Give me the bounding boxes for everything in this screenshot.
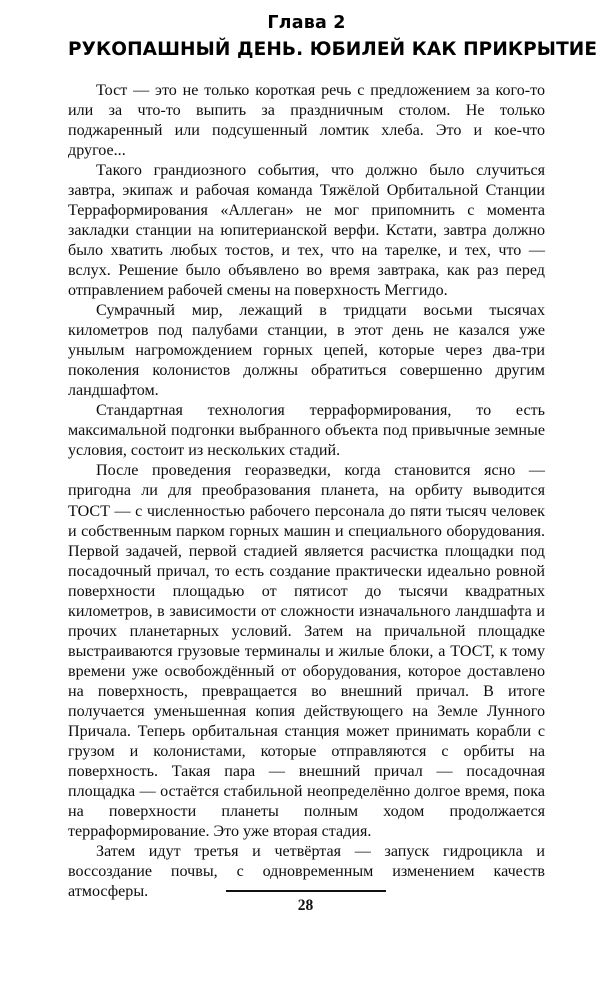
body-text [68, 81, 545, 903]
page-title: РУКОПАШНЫЙ ДЕНЬ. ЮБИЛЕЙ КАК ПРИКРЫТИЕ [68, 39, 598, 61]
page-content [68, 0, 598, 902]
page-number: 28 [297, 897, 314, 914]
paragraph: Тост — это не только короткая речь с предложением за кого-то или за что-то выпить за праздничным столом. Не только поджаренный или подсушенный ломтик хлеба. Это и кое-что другое... [68, 81, 545, 159]
footer-divider [226, 890, 386, 892]
page-footer [0, 890, 611, 914]
paragraph: Стандартная технология терраформирования, то есть максимальной подгонки выбранного объекта под привычные земные условия, состоит из нескольких стадий. [68, 402, 545, 460]
paragraph: Такого грандиозного события, что должно было случиться завтра, экипаж и рабочая команда Тяжёлой Орбитальной Станции Терраформирования «Аллеган» не мог припомнить с момента закладки станции на юпитерианской верфи. Кстати, завтра должно было хватить любых тостов, и тех, что на тарелке, и тех, что — вслух. Решение было объявлено во время завтрака, как раз перед отправлением рабочей смены на поверхность Меггидо. [68, 161, 545, 299]
paragraph: Затем идут третья и четвёртая — запуск гидроцикла и воссоздание почвы, с одновременным изменением качеств атмосферы. [68, 843, 545, 901]
chapter-label: Глава 2 [267, 13, 346, 33]
paragraph: Сумрачный мир, лежащий в тридцати восьми тысячах километров под палубами станции, в этот день не казался уже унылым нагромождением горных цепей, которые через два-три поколения колонистов должны обратиться совершенно другим ландшафтом. [68, 302, 545, 400]
paragraph: После проведения георазведки, когда становится ясно — пригодна ли для преобразования планета, на орбиту выводится ТОСТ — с численностью рабочего персонала до пяти тысяч человек и собственным парком горных машин и специального оборудования. Первой задачей, первой стадией является расчистка площадки под посадочный причал, то есть создание практически идеально ровной поверхности площадью от пятисот до тысячи квадратных километров, в зависимости от сложности изначального ландшафта и прочих планетарных условий. Затем на причальной площадке выстраиваются грузовые терминалы и жилые блоки, а ТОСТ, к тому времени уже освобождённый от оборудования, которое доставлено на поверхность, превращается во внешний причал. В итоге получается уменьшенная копия действующего на Земле Лунного Причала. Теперь орбитальная станция может принимать корабли с грузом и колонистами, которые отправляются с орбиты на поверхность. Такая пара — внешний причал — посадочная площадка — остаётся стабильной неопределённо долгое время, пока на поверхности планеты полным ходом продолжается терраформирование. Это уже вторая стадия. [68, 462, 545, 841]
